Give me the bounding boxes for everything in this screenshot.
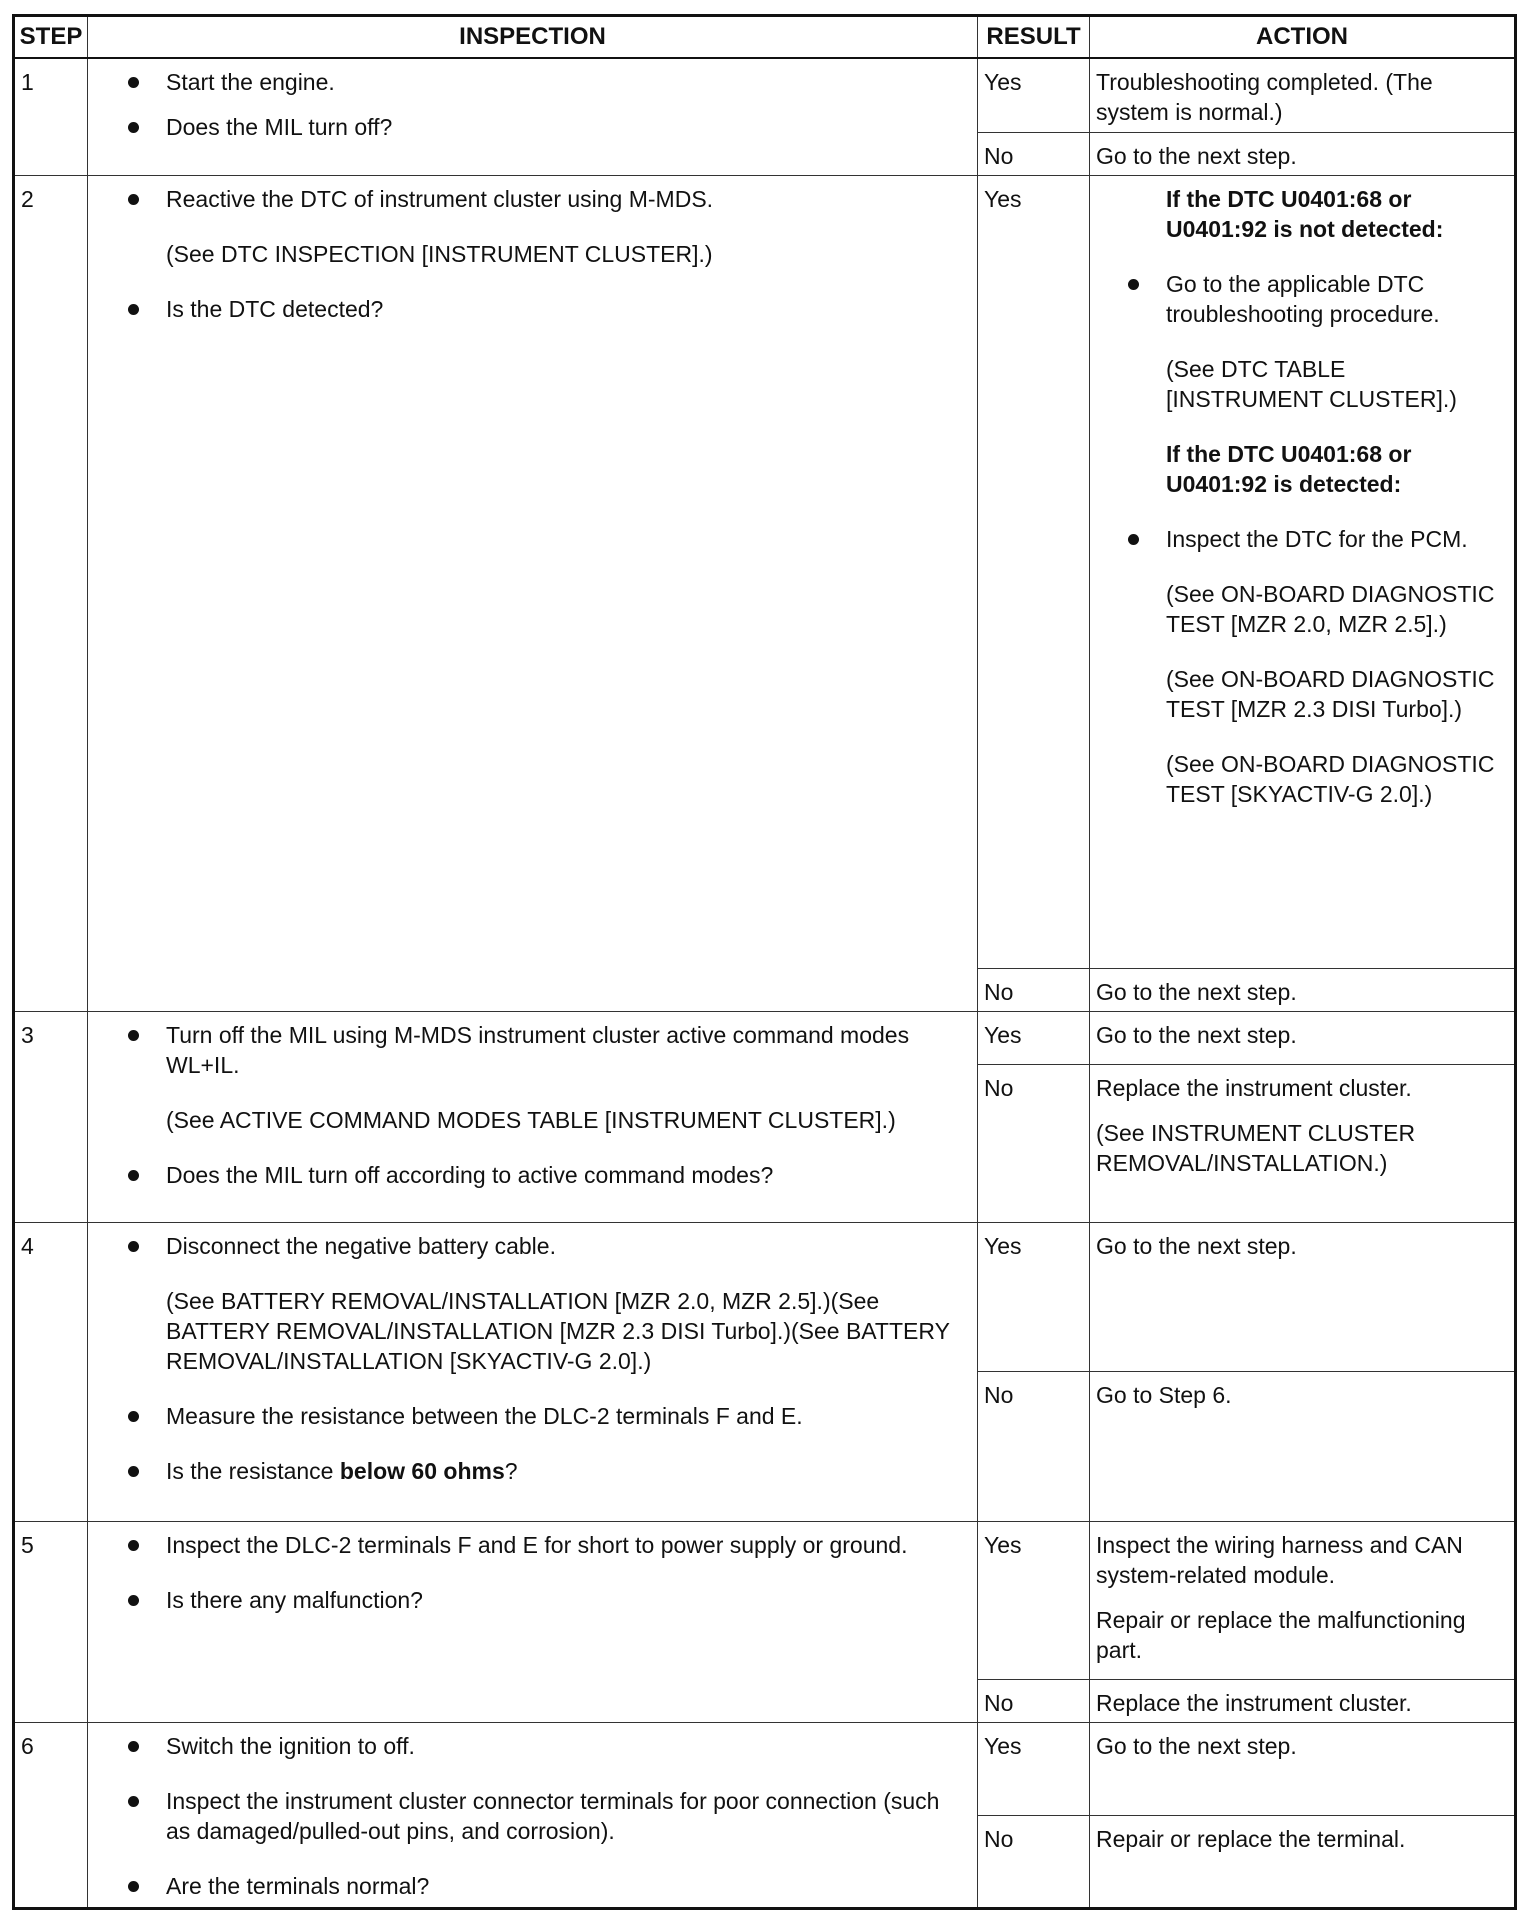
- reference-text: (See BATTERY REMOVAL/INSTALLATION [MZR 2.0, MZR 2.5].)(See BATTERY REMOVAL/INSTALLATION [MZR 2.3 DISI Turbo].)(See BATTERY REMOVAL/INSTALLATION [SKYACTIV-G 2.0].): [166, 1287, 950, 1374]
- action-cell: [1090, 175, 1516, 968]
- action-text: Go to the next step.: [1096, 1732, 1297, 1759]
- reference-text: (See INSTRUMENT CLUSTER REMOVAL/INSTALLATION.): [1096, 1119, 1416, 1176]
- bullet-item: Switch the ignition to off.: [128, 1731, 957, 1761]
- action-text: Repair or replace the malfunctioning part.: [1096, 1606, 1466, 1663]
- table-row: [14, 1722, 1516, 1815]
- table-row: [14, 58, 1516, 132]
- bullet-item: Inspect the DTC for the PCM.: [1128, 524, 1508, 554]
- inspection-cell: [88, 1222, 978, 1521]
- action-cell: [1090, 132, 1516, 175]
- step-number: 1: [14, 58, 88, 175]
- bullet-item: Disconnect the negative battery cable.: [128, 1231, 957, 1261]
- condition-heading-text: If the DTC U0401:68 or U0401:92 is not detected:: [1166, 185, 1444, 242]
- inspection-table: [12, 14, 1517, 1910]
- result-no: No: [978, 132, 1090, 175]
- step-number: 4: [14, 1222, 88, 1521]
- action-cell: [1090, 968, 1516, 1011]
- bullet-text: Is the resistance: [166, 1457, 340, 1484]
- result-yes: Yes: [978, 175, 1090, 968]
- reference-text: (See DTC TABLE [INSTRUMENT CLUSTER].): [1166, 355, 1457, 412]
- bullet-item: Does the MIL turn off?: [128, 112, 957, 142]
- action-cell: [1090, 58, 1516, 132]
- table-row: [14, 1011, 1516, 1064]
- bullet-item: Are the terminals normal?: [128, 1871, 957, 1901]
- bullet-item: Measure the resistance between the DLC-2 terminals F and E.: [128, 1401, 957, 1431]
- action-text: Replace the instrument cluster.: [1096, 1689, 1412, 1716]
- condition-heading-text: If the DTC U0401:68 or U0401:92 is detected:: [1166, 440, 1412, 497]
- header-result: RESULT: [978, 16, 1090, 59]
- header-inspection: INSPECTION: [88, 16, 978, 59]
- condition-heading: [1166, 184, 1508, 244]
- inspection-cell: [88, 1521, 978, 1722]
- step-number: 3: [14, 1011, 88, 1222]
- action-cell: [1090, 1011, 1516, 1064]
- result-no: No: [978, 1679, 1090, 1722]
- action-cell: [1090, 1064, 1516, 1222]
- action-cell: [1090, 1222, 1516, 1371]
- result-no: No: [978, 1064, 1090, 1222]
- step-number: 6: [14, 1722, 88, 1908]
- action-cell: [1090, 1722, 1516, 1815]
- action-text: Repair or replace the terminal.: [1096, 1825, 1406, 1852]
- bullet-item: [128, 1456, 957, 1486]
- table-row: [14, 175, 1516, 968]
- step-number: 5: [14, 1521, 88, 1722]
- action-cell: [1090, 1815, 1516, 1908]
- bullet-item: Is there any malfunction?: [128, 1585, 957, 1615]
- bullet-item: Is the DTC detected?: [128, 294, 957, 324]
- action-cell: [1090, 1521, 1516, 1679]
- result-yes: Yes: [978, 1222, 1090, 1371]
- table-row: [14, 1222, 1516, 1371]
- bullet-item: Go to the applicable DTC troubleshooting procedure.: [1128, 269, 1508, 329]
- result-no: No: [978, 1815, 1090, 1908]
- condition-heading: [1166, 439, 1508, 499]
- header-step: STEP: [14, 16, 88, 59]
- action-cell: [1090, 1679, 1516, 1722]
- result-yes: Yes: [978, 1011, 1090, 1064]
- reference-text: (See ACTIVE COMMAND MODES TABLE [INSTRUMENT CLUSTER].): [166, 1106, 896, 1133]
- action-cell: [1090, 1371, 1516, 1521]
- result-yes: Yes: [978, 58, 1090, 132]
- action-text: Go to the next step.: [1096, 978, 1297, 1005]
- action-text: Go to the next step.: [1096, 1232, 1297, 1259]
- action-text: Troubleshooting completed. (The system is normal.): [1096, 69, 1433, 125]
- bullet-item: Reactive the DTC of instrument cluster using M-MDS.: [128, 184, 957, 214]
- inspection-cell: [88, 58, 978, 175]
- bullet-item: Start the engine.: [128, 67, 957, 97]
- reference-text: (See ON-BOARD DIAGNOSTIC TEST [MZR 2.3 DISI Turbo].): [1166, 665, 1495, 722]
- action-text: Inspect the wiring harness and CAN system-related module.: [1096, 1531, 1463, 1588]
- result-no: No: [978, 968, 1090, 1011]
- bullet-text-end: ?: [504, 1457, 518, 1484]
- action-text: Go to the next step.: [1096, 1021, 1297, 1048]
- bullet-item: Inspect the instrument cluster connector terminals for poor connection (such as damaged/pulled-out pins, and corrosion).: [128, 1786, 957, 1846]
- inspection-cell: [88, 1722, 978, 1908]
- bullet-item: Inspect the DLC-2 terminals F and E for short to power supply or ground.: [128, 1530, 957, 1560]
- action-text: Go to Step 6.: [1096, 1381, 1232, 1408]
- action-text: Go to the next step.: [1096, 142, 1297, 169]
- header-action: ACTION: [1090, 16, 1516, 59]
- bullet-emphasis: below 60 ohms: [339, 1457, 505, 1484]
- bullet-item: Does the MIL turn off according to active command modes?: [128, 1160, 957, 1190]
- reference-text: (See ON-BOARD DIAGNOSTIC TEST [SKYACTIV-G 2.0].): [1166, 750, 1495, 807]
- inspection-cell: [88, 1011, 978, 1222]
- inspection-cell: [88, 175, 978, 1011]
- inspection-table-sheet: [12, 14, 1514, 1910]
- bullet-item: Turn off the MIL using M-MDS instrument cluster active command modes WL+IL.: [128, 1020, 957, 1080]
- result-yes: Yes: [978, 1722, 1090, 1815]
- result-yes: Yes: [978, 1521, 1090, 1679]
- reference-text: (See DTC INSPECTION [INSTRUMENT CLUSTER].): [166, 240, 713, 267]
- table-row: [14, 1521, 1516, 1679]
- result-no: No: [978, 1371, 1090, 1521]
- step-number: 2: [14, 175, 88, 1011]
- reference-text: (See ON-BOARD DIAGNOSTIC TEST [MZR 2.0, MZR 2.5].): [1166, 580, 1495, 637]
- table-header-row: [14, 16, 1516, 59]
- action-block: [1096, 184, 1508, 809]
- action-text: Replace the instrument cluster.: [1096, 1074, 1412, 1101]
